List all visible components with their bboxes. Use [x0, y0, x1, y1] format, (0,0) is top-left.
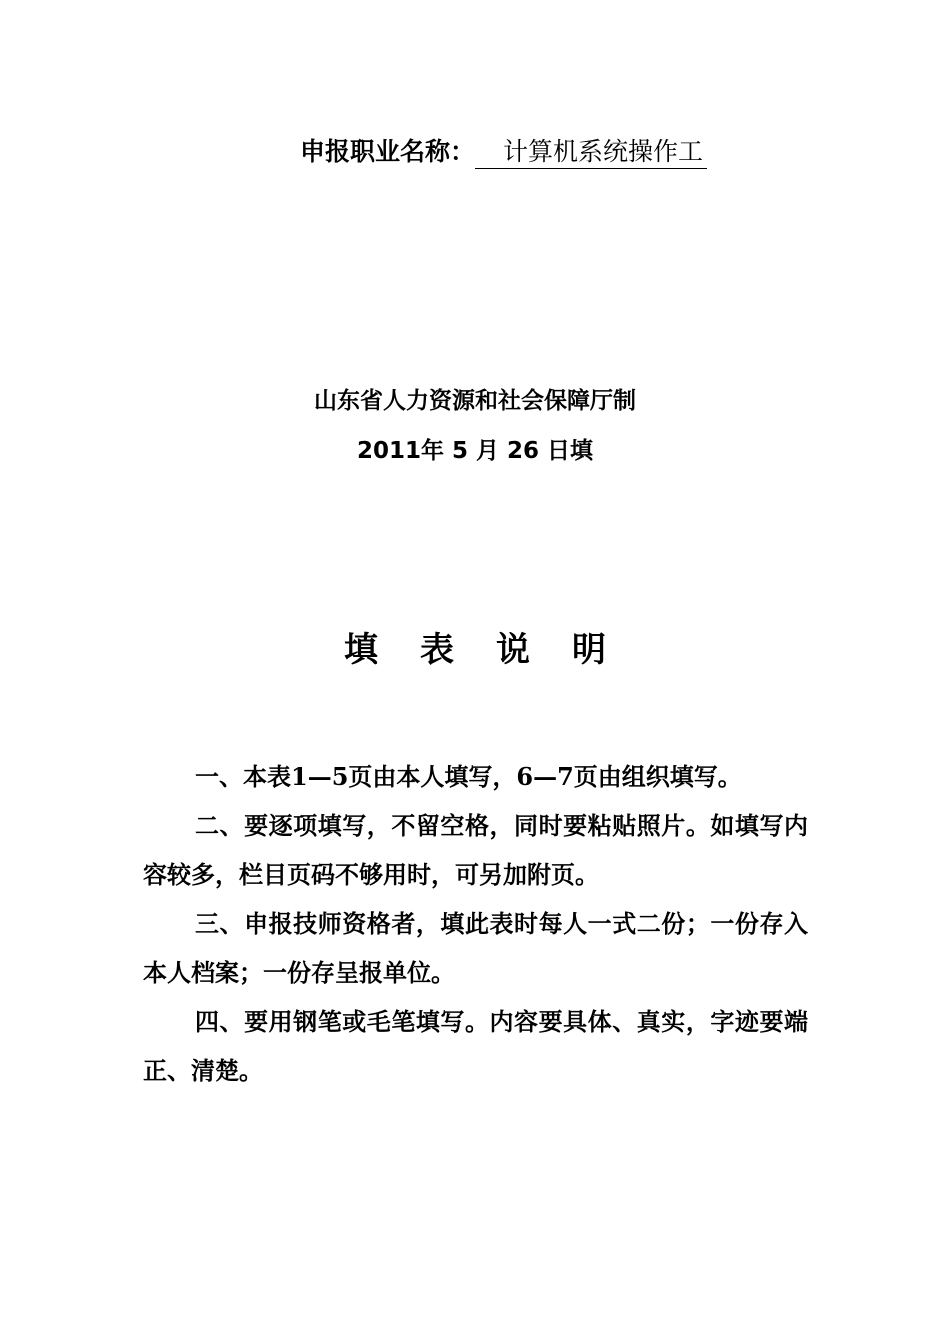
- instruction-item-1: 一、本表1—5页由本人填写，6—7页由组织填写。: [195, 762, 742, 791]
- instruction-item-3: 三、申报技师资格者，填此表时每人一式二份；一份存入本人档案；一份存呈报单位。: [143, 909, 808, 987]
- issuer-text: 山东省人力资源和社会保障厅制: [314, 388, 636, 414]
- instruction-item-2: 二、要逐项填写，不留空格，同时要粘贴照片。如填写内容较多，栏目页码不够用时，可另加附页。: [143, 811, 808, 889]
- occupation-label: 申报职业名称：: [300, 137, 476, 166]
- instruction-item-4: 四、要用钢笔或毛笔填写。内容要具体、真实，字迹要端正、清楚。: [143, 1007, 808, 1085]
- occupation-value: 计算机系统操作工: [475, 136, 707, 169]
- page-title: 填表说明: [344, 630, 648, 670]
- instructions-list: [143, 752, 808, 1095]
- fill-date: 2011年 5 月 26 日填: [356, 438, 594, 464]
- occupation-line: [300, 134, 707, 170]
